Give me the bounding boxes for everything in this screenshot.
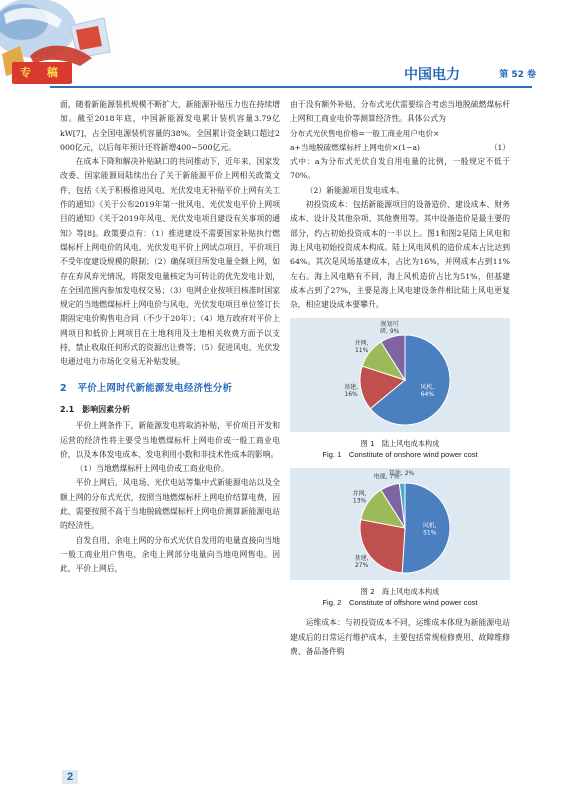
pie-label-3: 并网, 13% <box>352 491 367 506</box>
paragraph: 式中：a为分布式光伏自发自用电量的比例，一般规定不低于70%。 <box>290 157 510 181</box>
paragraph: （2）新能源项目发电成本。 <box>305 185 405 195</box>
figure-caption-en: Fig. 1 Constitute of onshore wind power cost <box>322 450 478 460</box>
formula <box>290 141 510 155</box>
page-number: 2 <box>62 770 78 784</box>
pie-label-2: 基建, 16% <box>344 384 359 399</box>
pie-label-1: 风机, 51% <box>422 522 437 537</box>
paragraph: 自发自用、余电上网的分布式光伏自发用的电量直接向当地一般工商业用户售电，余电上网部分电量向当地电网售电。因此，平价上网后， <box>60 535 280 574</box>
pie-label-5: 其他, 2% <box>388 470 415 478</box>
paragraph: 初投资成本：包括新能源项目的设备造价、建设成本、财务成本、设计及其他杂项、其他费用等。其中设备造价是最主要的部分，约占初始投资成本的一半以上。图1和图2是陆上风电和海上风电初始投资成本构成。陆上风电风机的造价成本占比达到64%。其次是风场基建成本，占比为16%，并网成本占到11%左右。海上风电略有不同，海上风机造价占比为51%，但基建成本占到了27%，主要是海上风电建设条件相比陆上风电更复杂，相应建设成本要攀升。 <box>290 200 510 310</box>
journal-name: 中国电力 <box>404 67 460 83</box>
pie-chart-onshore <box>290 318 510 432</box>
paragraph: 面，随着新能源装机规模不断扩大，新能源补贴压力也在持续增加。截至2018年底，中国新能源发电累计装机容量3.79亿kW[7]，占全国电源装机容量的38%。全国累计资金缺口超过2 000亿元，以后每年预计还将新增400~500亿元。 <box>60 100 280 152</box>
paragraph: 由于没有额外补贴，分布式光伏需要综合考虑当地脱硫燃煤标杆上网和工商业电价等测算经济性。具体公式为 <box>290 100 510 124</box>
paragraph: 运维成本：与初投资成本不同，运维成本体现为新能源电站建成后的日常运行维护成本，主要包括常规检修费用、故障维修费、备品备件购 <box>290 618 510 657</box>
figure-1-chart <box>290 318 510 432</box>
section-heading <box>60 382 280 396</box>
pie-label-3: 并网, 11% <box>354 340 369 355</box>
logo-text: 专 稿 <box>20 66 64 79</box>
paragraph: 在成本下降和解决补贴缺口的共同推动下，近年来，国家发改委、国家能源局陆续出台了关于新能源平价上网相关政策文件，包括《关于积极推进风电、光伏发电无补贴平价上网有关工作的通知》《关于公布2019年第一批风电、光伏发电平价上网项目的通知》《关于2019年风电、光伏发电项目建设有关事项的通知》等[8]。政策要点有：（1）推进建设不需要国家补贴执行燃煤标杆上网电价的风电、光伏发电平价上网试点项目，平价项目不受年度建设规模的限制；（2）确保项目所发电量全额上网，如存在弃风弃光情况，将限发电量核定为可转让的优先发电计划，在全国范围内参加发电权交易；（3）电网企业按项目核准时国家规定的当地燃煤标杆上网电价与风电、光伏发电项目单位签订长期固定电价购售电合同（不少于20年）；（4）地方政府对平价上网项目和低价上网项目在土地利用及土地相关收费方面予以支持，禁止收取任何形式的资源出让费等；（5）促进风电、光伏发电通过电力市场化交易无补贴发展。 <box>60 157 280 367</box>
pie-chart-offshore <box>290 468 510 580</box>
right-column <box>290 98 510 659</box>
pie-label-1: 风机, 64% <box>420 384 435 399</box>
paragraph: 平价上网后，风电场、光伏电站等集中式新能源电站以及全额上网的分布式光伏，按照当地燃煤标杆上网电价结算电费，因此，需要按照不高于当地脱硫燃煤标杆上网电价测算新能源电站的经济性。 <box>60 478 280 531</box>
header-rule <box>50 86 532 88</box>
subsection-heading: 2.1 影响因素分析 <box>60 404 131 414</box>
figure-caption-en: Fig. 2 Constitute of offshore wind power cost <box>322 598 478 608</box>
section-number: 2 <box>60 382 67 394</box>
volume-number: 第 52 卷 <box>499 70 536 80</box>
figure-caption-cn: 图 2 海上风电成本构成 <box>360 587 440 597</box>
left-column <box>60 98 280 577</box>
formula-line: a+当地脱硫燃煤标杆上网电价×(1−a) <box>290 142 421 152</box>
pie-label-4: 规划可研, 9% <box>380 321 400 336</box>
formula-line: 分布式光伏售电价格=一般工商业用户电价× <box>290 128 440 138</box>
pie-label-4: 电缆, 7% <box>373 473 400 481</box>
paragraph: （1）当地燃煤标杆上网电价或工商业电价。 <box>75 464 229 474</box>
figure-caption-cn: 图 1 陆上风电成本构成 <box>360 439 440 449</box>
figure-2-chart <box>290 468 510 580</box>
paragraph: 平价上网条件下，新能源发电将取消补贴，平价项目开发和运营的经济性将主要受当地燃煤标杆上网电价或一般工商业电价，以及本体发电成本、发电利用小数和非技术性成本的影响。 <box>60 421 280 459</box>
equation-number: （1） <box>489 142 510 152</box>
pie-label-2: 基建, 27% <box>354 555 369 570</box>
section-title: 平价上网时代新能源发电经济性分析 <box>77 382 233 394</box>
